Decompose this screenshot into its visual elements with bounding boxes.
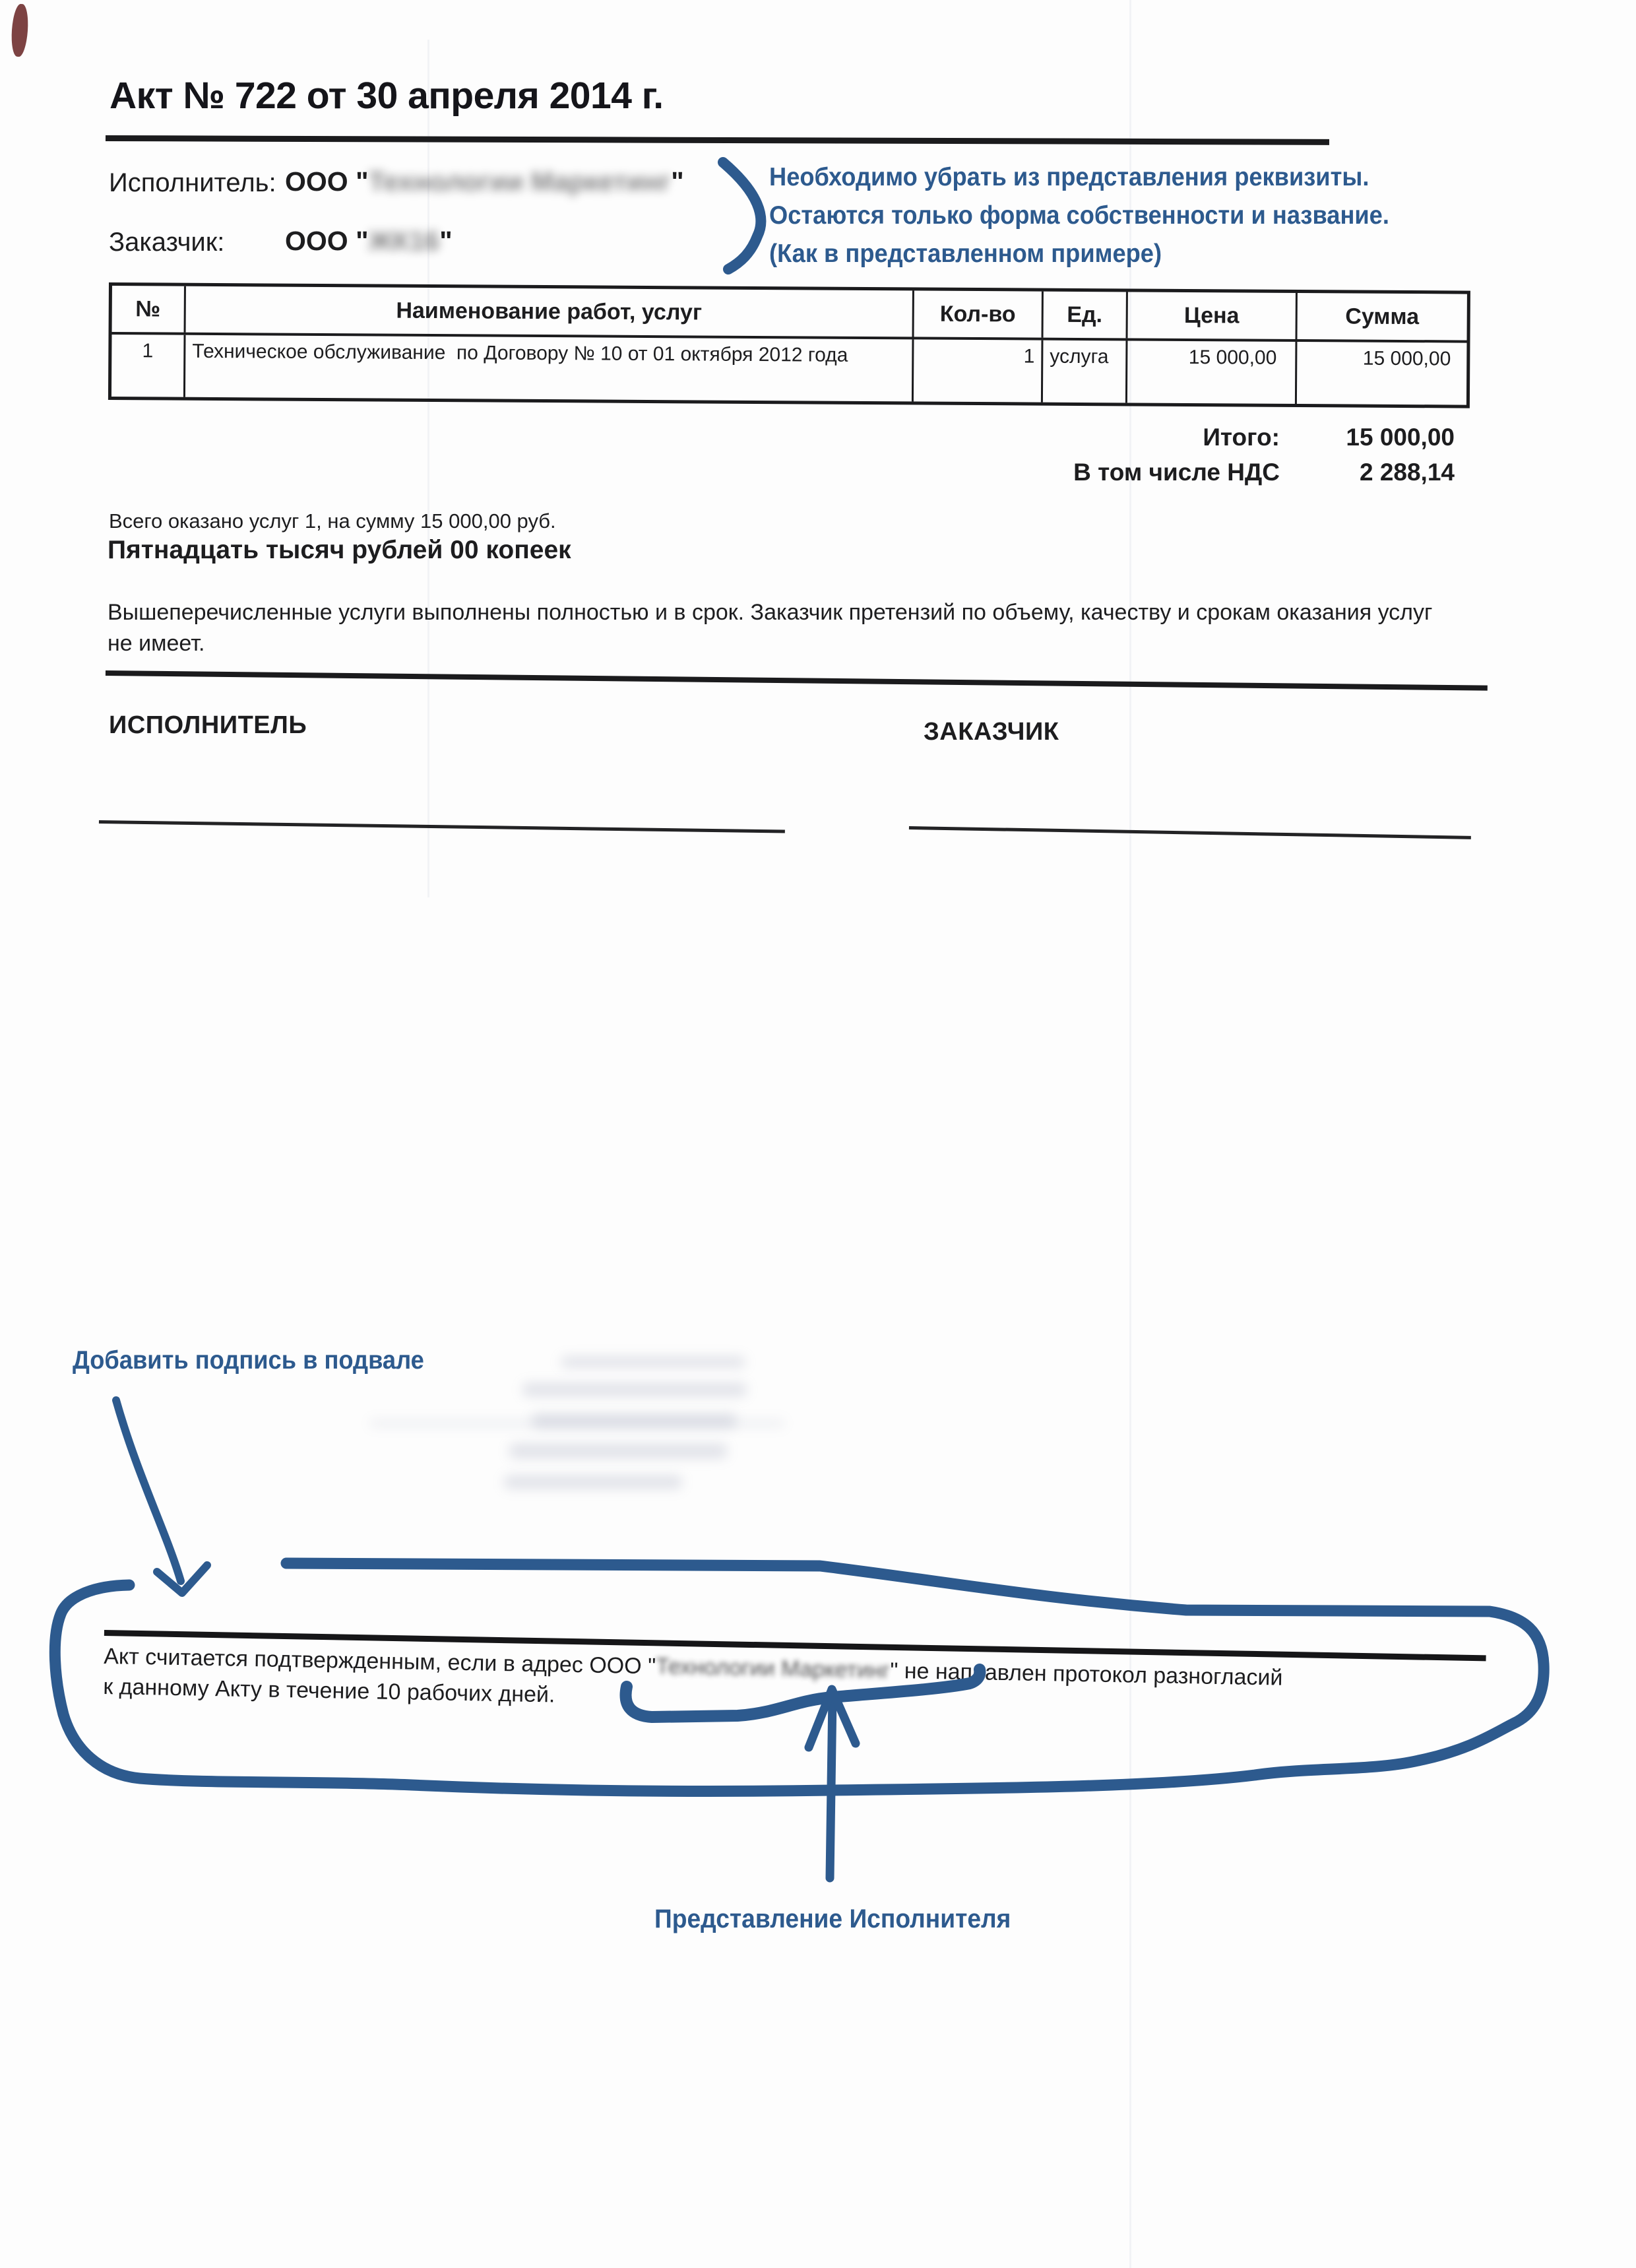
executor-suffix: " [671,166,684,197]
brace-mark [723,162,761,269]
header-sum: Сумма [1345,303,1420,329]
annotation-note-remove-requisites [769,158,1389,273]
footer-block [103,1630,1486,1727]
row-unit: услуга [1043,340,1128,403]
title-rule [106,135,1329,145]
customer-suffix: " [439,226,453,256]
executor-name-redacted: Технологии Маркетинг [368,166,672,197]
services-summary: Всего оказано услуг 1, на сумму 15 000,00 руб. [109,509,556,533]
header-price: Цена [1128,292,1298,339]
row-quantity: 1 [914,339,1044,402]
table-header-row [112,286,1467,343]
row-sum: 15 000,00 [1362,347,1451,370]
customer-name-redacted: ЖК16 [368,226,440,256]
vat-label: В том числе НДС [1073,459,1280,486]
completion-note: Вышеперечисленные услуги выполнены полностью и в срок. Заказчик претензий по объему, качеству и срокам оказания услуг не имеет. [108,600,1433,656]
executor-heading: ИСПОЛНИТЕЛЬ [109,711,307,739]
footer-company-redacted: Технологии Маркетинг [655,1654,891,1683]
amount-in-words: Пятнадцать тысяч рублей 00 копеек [108,536,571,564]
total-value: 15 000,00 [1346,424,1455,451]
scan-corner-artifact [10,3,30,57]
annotation-note-line3: (Как в представленном примере) [769,240,1162,268]
header-unit: Ед. [1044,292,1128,339]
footer-line1-suffix: " не направлен протокол разногласий [889,1658,1283,1691]
signature-section-rule [106,670,1488,691]
down-arrow-shaft [116,1400,181,1581]
vat-value: 2 288,14 [1359,459,1455,486]
table-row [111,335,1467,405]
document-title: Акт № 722 от 30 апреля 2014 г. [110,75,664,117]
executor-prefix: ООО " [285,166,369,197]
row-price: 15 000,00 [1127,340,1298,404]
footer-line2: к данному Акту в течение 10 рабочих дней. [103,1673,555,1708]
annotation-note-line1: Необходимо убрать из представления реквизиты. [769,163,1369,191]
services-table [108,282,1470,408]
up-arrow-shaft [830,1696,833,1878]
header-number: № [112,286,186,333]
executor-label: Исполнитель: [109,168,276,197]
header-quantity: Кол-во [914,290,1044,337]
customer-heading: ЗАКАЗЧИК [924,718,1059,746]
customer-signature-line [909,826,1471,839]
customer-prefix: ООО " [285,226,369,256]
executor-signature-line [99,820,785,833]
customer-value [285,226,453,257]
customer-label: Заказчик: [109,228,225,257]
total-label: Итого: [1203,424,1280,451]
executor-value [285,166,684,197]
annotation-add-signature: Добавить подпись в подвале [73,1346,424,1375]
row-name: Техническое обслуживание по Договору № 10 от 01 октября 2012 года [185,335,914,402]
annotation-executor-representation: Представление Исполнителя [654,1904,1011,1933]
annotation-note-line2: Остаются только форма собственности и название. [769,201,1389,230]
header-name: Наименование работ, услуг [186,286,914,337]
footer-line1-prefix: Акт считается подтвержденным, если в адрес ООО " [103,1643,656,1679]
row-number: 1 [111,335,186,397]
down-arrow-head [157,1565,207,1593]
